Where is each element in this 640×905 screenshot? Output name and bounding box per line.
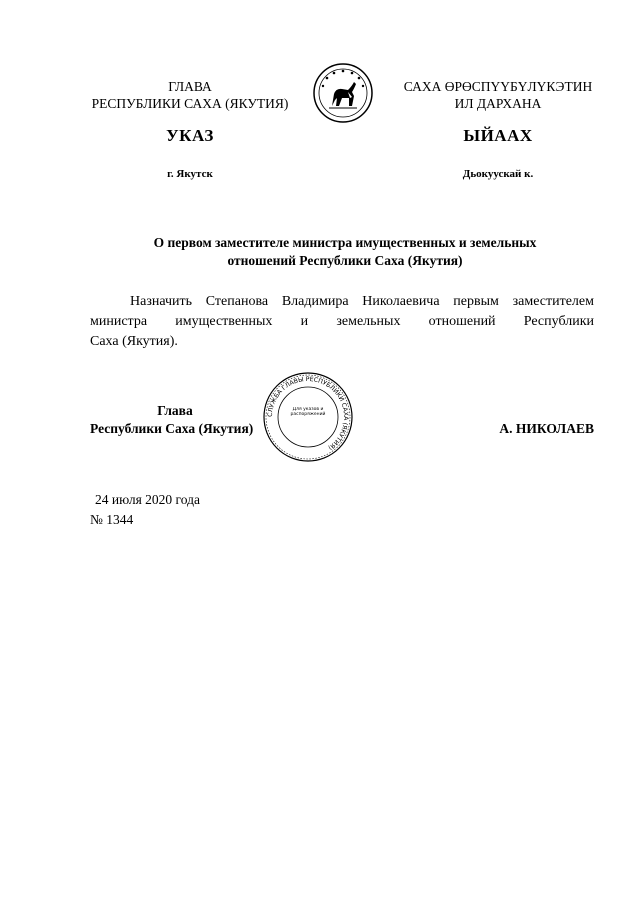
decree-footer <box>90 490 330 530</box>
decree-date: 24 июля 2020 года <box>95 492 200 507</box>
subject-line1: О первом заместителе министра имущественных и земельных <box>153 235 537 250</box>
signature-position <box>90 402 270 438</box>
signature-position-line1: Глава <box>157 403 193 418</box>
official-stamp <box>262 371 354 463</box>
city-ru: г. Якутск <box>167 168 213 180</box>
decree-title-sakha: ЫЙААХ <box>463 126 533 145</box>
header-left <box>60 78 320 112</box>
stamp-center-text: Для указов и распоряжений <box>290 407 326 417</box>
subject-line2: отношений Республики Саха (Якутия) <box>227 253 463 268</box>
coat-of-arms-emblem <box>312 62 374 124</box>
header-left-line1: ГЛАВА <box>168 79 212 94</box>
decree-number: № 1344 <box>90 512 134 527</box>
header-right <box>378 78 618 112</box>
signature-position-line2: Республики Саха (Якутия) <box>90 421 254 436</box>
body-line2: министра имущественных и земельных отношений Республики <box>90 314 594 329</box>
decree-title-ru: УКАЗ <box>166 126 214 145</box>
decree-body <box>90 292 594 352</box>
signatory-name: А. НИКОЛАЕВ <box>499 421 594 436</box>
stamp-ring-text: СЛУЖБА ГЛАВЫ РЕСПУБЛИКИ САХА (ЯКУТИЯ) <box>266 375 350 452</box>
city-sakha: Дьокуускай к. <box>462 168 534 180</box>
body-line1: Назначить Степанова Владимира Николаевича первым заместителем <box>130 294 594 309</box>
decree-subject <box>90 234 600 270</box>
header-right-line2: ИЛ ДАРХАНА <box>454 96 542 111</box>
header-right-line1: САХА ӨРӨСПҮҮБҮЛҮКЭТИН <box>403 79 593 94</box>
body-line3: Саха (Якутия). <box>90 334 178 349</box>
header-left-line2: РЕСПУБЛИКИ САХА (ЯКУТИЯ) <box>91 96 289 111</box>
